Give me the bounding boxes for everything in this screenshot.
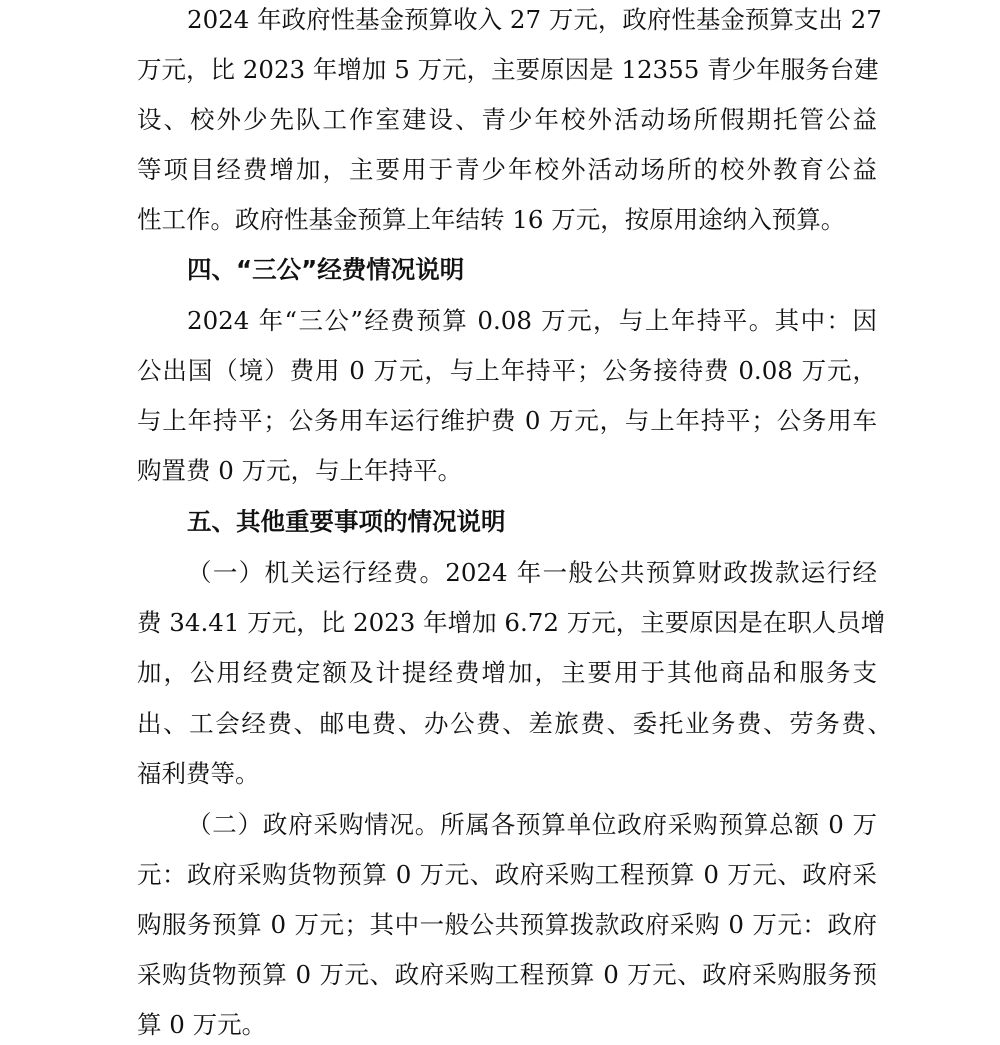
paragraph-line: 加，公用经费定额及计提经费增加，主要用于其他商品和服务支 bbox=[137, 658, 877, 687]
paragraph-line: （二）政府采购情况。所属各预算单位政府采购预算总额 0 万 bbox=[187, 810, 877, 839]
section-heading: 四、“三公”经费情况说明 bbox=[187, 255, 465, 284]
section-heading: 五、其他重要事项的情况说明 bbox=[187, 507, 506, 536]
paragraph-line: 出、工会经费、邮电费、办公费、差旅费、委托业务费、劳务费、 bbox=[137, 709, 892, 738]
paragraph-line: 等项目经费增加，主要用于青少年校外活动场所的校外教育公益 bbox=[137, 155, 877, 184]
paragraph-line: 福利费等。 bbox=[137, 759, 260, 788]
paragraph-line: 2024 年“三公”经费预算 0.08 万元，与上年持平。其中：因 bbox=[187, 306, 877, 335]
paragraph-line: 算 0 万元。 bbox=[137, 1010, 267, 1039]
paragraph-line: 采购货物预算 0 万元、政府采购工程预算 0 万元、政府采购服务预 bbox=[137, 960, 877, 989]
paragraph-line: （一）机关运行经费。2024 年一般公共预算财政拨款运行经 bbox=[187, 558, 877, 587]
paragraph-line: 2024 年政府性基金预算收入 27 万元，政府性基金预算支出 27 bbox=[187, 5, 882, 34]
paragraph-line: 元：政府采购货物预算 0 万元、政府采购工程预算 0 万元、政府采 bbox=[137, 860, 877, 889]
paragraph-line: 购服务预算 0 万元；其中一般公共预算拨款政府采购 0 万元：政府 bbox=[137, 910, 877, 939]
paragraph-line: 费 34.41 万元，比 2023 年增加 6.72 万元，主要原因是在职人员增 bbox=[137, 608, 886, 637]
paragraph-line: 性工作。政府性基金预算上年结转 16 万元，按原用途纳入预算。 bbox=[137, 205, 846, 234]
paragraph-line: 设、校外少先队工作室建设、青少年校外活动场所假期托管公益 bbox=[137, 105, 877, 134]
paragraph-line: 公出国（境）费用 0 万元，与上年持平；公务接待费 0.08 万元， bbox=[137, 356, 877, 385]
paragraph-line: 万元，比 2023 年增加 5 万元，主要原因是 12355 青少年服务台建 bbox=[137, 55, 879, 84]
paragraph-line: 与上年持平；公务用车运行维护费 0 万元，与上年持平；公务用车 bbox=[137, 406, 877, 435]
paragraph-line: 购置费 0 万元，与上年持平。 bbox=[137, 456, 463, 485]
